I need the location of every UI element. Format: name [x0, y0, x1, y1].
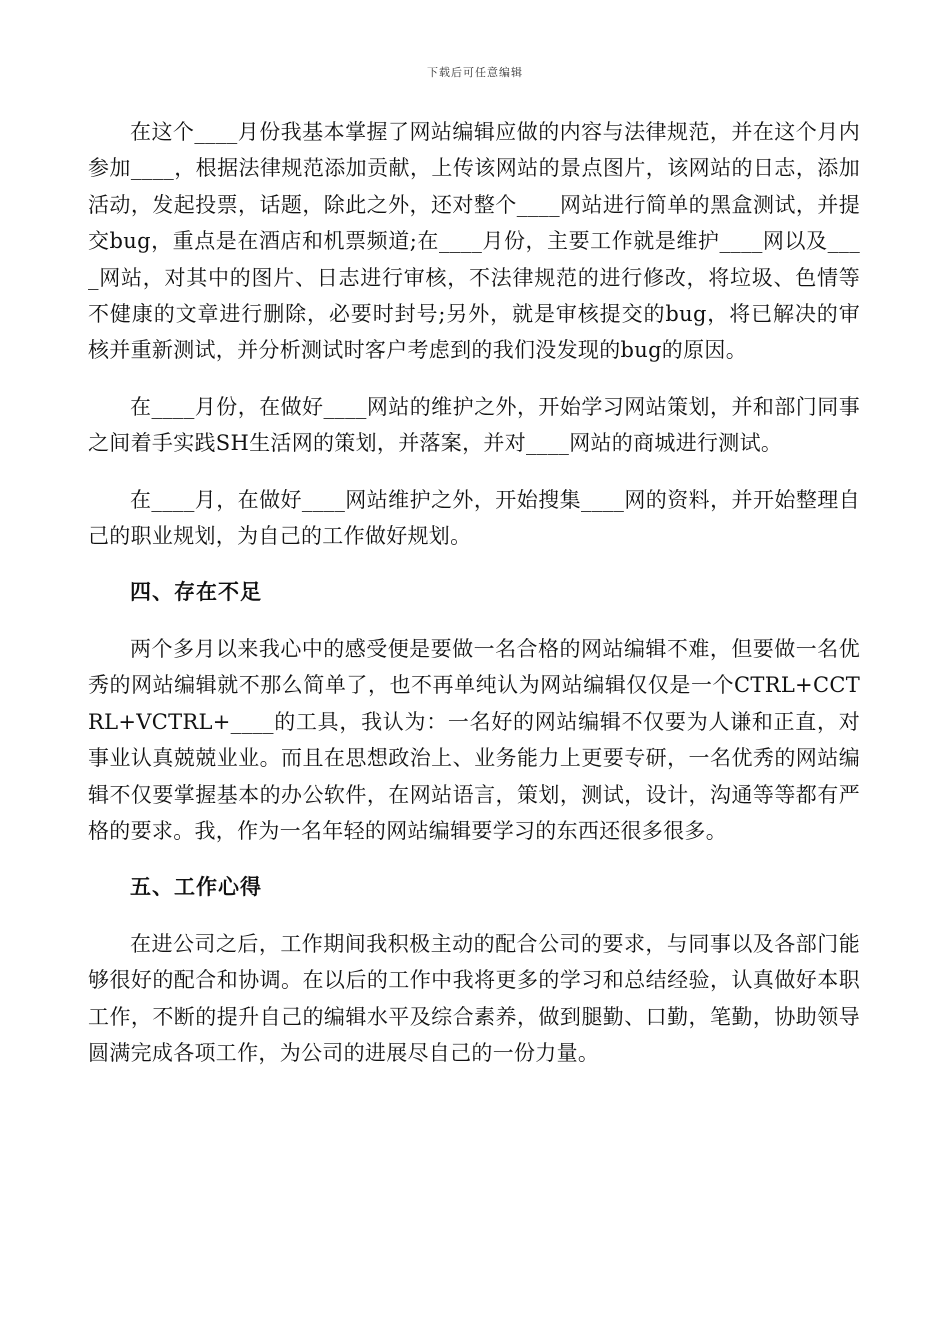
paragraph-website-planning: 在____月份，在做好____网站的维护之外，开始学习网站策划，并和部门同事之间着手实践SH生活网的策划，并落案，并对____网站的商城进行测试。 [88, 394, 860, 456]
heading-work-experience: 五、工作心得 [130, 874, 262, 900]
document-body [88, 114, 860, 1071]
paragraph-work-experience: 在进公司之后，工作期间我积极主动的配合公司的要求，与同事以及各部门能够很好的配合和协调。在以后的工作中我将更多的学习和总结经验，认真做好本职工作，不断的提升自己的编辑水平及综合素养，做到腿勤、口勤，笔勤，协助领导圆满完成各项工作，为公司的进展尽自己的一份力量。 [88, 931, 860, 1065]
page-header-note: 下载后可任意编辑 [427, 66, 523, 79]
paragraph-work-review: 在这个____月份我基本掌握了网站编辑应做的内容与法律规范，并在这个月内参加____，根据法律规范添加贡献，上传该网站的景点图片，该网站的日志，添加活动，发起投票，话题，除此之外，还对整个____网站进行简单的黑盒测试，并提交bug，重点是在酒店和机票频道;在____月份，主要工作就是维护____网以及____网站，对其中的图片、日志进行审核，不法律规范的进行修改，将垃圾、色情等不健康的文章进行删除，必要时封号;另外，就是审核提交的bug，将已解决的审核并重新测试，并分析测试时客户考虑到的我们没发现的bug的原因。 [88, 120, 860, 363]
paragraph-shortcomings: 两个多月以来我心中的感受便是要做一名合格的网站编辑不难，但要做一名优秀的网站编辑就不那么简单了，也不再单纯认为网站编辑仅仅是一个CTRL+CCTRL+VCTRL+____的工具，我认为：一名好的网站编辑不仅要为人谦和正直，对事业认真兢兢业业。而且在思想政治上、业务能力上更要专研，一名优秀的网站编辑不仅要掌握基本的办公软件，在网站语言，策划，测试，设计，沟通等等都有严格的要求。我，作为一名年轻的网站编辑要学习的东西还很多很多。 [88, 636, 860, 843]
paragraph-career-planning: 在____月，在做好____网站维护之外，开始搜集____网的资料，并开始整理自己的职业规划，为自己的工作做好规划。 [88, 487, 860, 549]
heading-shortcomings: 四、存在不足 [130, 579, 262, 605]
